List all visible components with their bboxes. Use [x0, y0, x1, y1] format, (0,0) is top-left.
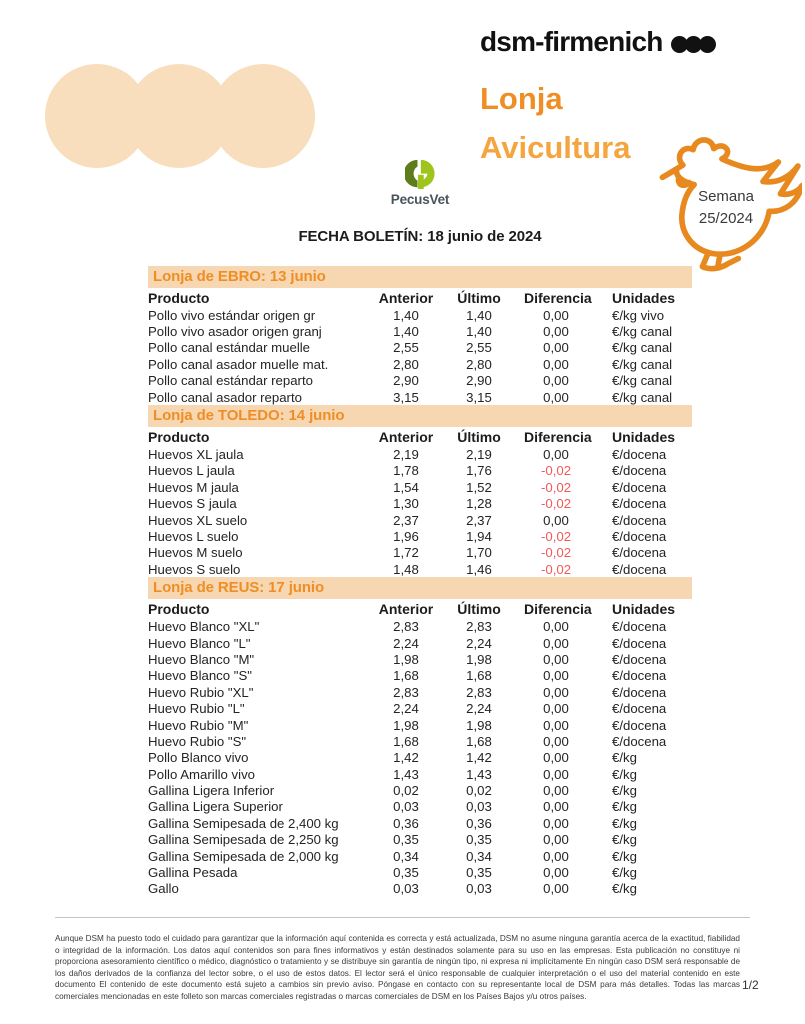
cell-anterior: 2,37	[393, 512, 419, 528]
column-header-diferencia: Diferencia	[524, 289, 592, 306]
cell-unidades: €/kg	[612, 848, 637, 864]
lonja-section-title: Lonja de TOLEDO: 14 junio	[148, 405, 692, 427]
table-row	[148, 307, 692, 323]
table-row	[148, 389, 692, 405]
cell-product: Huevo Blanco "L"	[148, 635, 251, 651]
cell-ultimo: 1,76	[466, 463, 492, 479]
cell-unidades: €/docena	[612, 496, 667, 512]
cell-anterior: 0,03	[393, 799, 419, 815]
cell-ultimo: 2,24	[466, 635, 492, 651]
table-row	[148, 864, 692, 880]
cell-ultimo: 3,15	[466, 389, 492, 405]
cell-product: Huevos S suelo	[148, 561, 241, 577]
table-row	[148, 651, 692, 667]
cell-diferencia: 0,00	[543, 783, 569, 799]
cell-diferencia: 0,00	[543, 865, 569, 881]
table-row	[148, 815, 692, 831]
cell-product: Pollo vivo asador origen granj	[148, 324, 322, 340]
table-row	[148, 717, 692, 733]
cell-unidades: €/docena	[612, 635, 667, 651]
table-row	[148, 635, 692, 651]
column-header-ultimo: Último	[457, 428, 501, 445]
cell-unidades: €/kg	[612, 865, 637, 881]
table-row	[148, 766, 692, 782]
cell-ultimo: 1,68	[466, 733, 492, 749]
cell-diferencia: 0,00	[543, 389, 569, 405]
table-row	[148, 496, 692, 512]
lonja-table-section	[148, 266, 692, 405]
column-header-diferencia: Diferencia	[524, 600, 592, 617]
cell-unidades: €/docena	[612, 619, 667, 635]
cell-diferencia: -0,02	[540, 463, 572, 479]
cell-anterior: 1,40	[393, 307, 419, 323]
cell-ultimo: 1,46	[466, 561, 492, 577]
cell-anterior: 1,54	[393, 479, 419, 495]
price-table	[148, 599, 692, 897]
cell-diferencia: 0,00	[543, 651, 569, 667]
cell-product: Huevos L jaula	[148, 463, 235, 479]
cell-diferencia: 0,00	[543, 668, 569, 684]
cell-diferencia: -0,02	[540, 545, 572, 561]
column-header-product: Producto	[148, 600, 210, 617]
table-row	[148, 668, 692, 684]
price-table	[148, 288, 692, 405]
cell-diferencia: 0,00	[543, 750, 569, 766]
cell-product: Gallina Pesada	[148, 865, 238, 881]
column-header-unidades: Unidades	[612, 289, 676, 306]
cell-product: Huevo Rubio "S"	[148, 733, 247, 749]
cell-ultimo: 2,83	[466, 684, 492, 700]
price-table	[148, 427, 692, 577]
table-row	[148, 561, 692, 577]
cell-ultimo: 0,02	[466, 783, 492, 799]
lonja-section-title: Lonja de EBRO: 13 junio	[148, 266, 692, 288]
column-header-anterior: Anterior	[378, 289, 434, 306]
column-header-unidades: Unidades	[612, 428, 676, 445]
cell-anterior: 1,48	[393, 561, 419, 577]
cell-diferencia: 0,00	[543, 684, 569, 700]
cell-product: Gallina Ligera Inferior	[148, 783, 275, 799]
cell-anterior: 1,40	[393, 324, 419, 340]
cell-product: Gallina Semipesada de 2,400 kg	[148, 815, 339, 831]
column-header-product: Producto	[148, 428, 210, 445]
cell-ultimo: 1,94	[466, 528, 492, 544]
cell-anterior: 0,36	[393, 815, 419, 831]
cell-unidades: €/docena	[612, 463, 667, 479]
cell-unidades: €/docena	[612, 733, 667, 749]
cell-product: Huevos M jaula	[148, 479, 239, 495]
cell-unidades: €/kg	[612, 783, 637, 799]
cell-product: Huevo Blanco "XL"	[148, 619, 260, 635]
bulletin-date: FECHA BOLETÍN: 18 junio de 2024	[298, 228, 542, 245]
table-row	[148, 799, 692, 815]
page-number: 1/2	[742, 978, 759, 992]
chicken-illustration	[648, 124, 802, 278]
table-row	[148, 750, 692, 766]
cell-unidades: €/kg	[612, 815, 637, 831]
cell-ultimo: 0,34	[466, 848, 492, 864]
cell-product: Huevos L suelo	[148, 528, 239, 544]
cell-diferencia: 0,00	[543, 733, 569, 749]
cell-product: Pollo canal estándar muelle	[148, 340, 311, 356]
cell-product: Huevos M suelo	[148, 545, 243, 561]
cell-ultimo: 0,03	[466, 799, 492, 815]
cell-ultimo: 2,19	[466, 447, 492, 463]
cell-product: Gallina Semipesada de 2,250 kg	[148, 832, 339, 848]
document-title	[480, 74, 630, 172]
cell-ultimo: 2,80	[466, 356, 492, 372]
cell-diferencia: 0,00	[543, 512, 569, 528]
cell-anterior: 2,19	[393, 447, 419, 463]
peach-circle-decoration	[211, 64, 315, 168]
table-row	[148, 733, 692, 749]
column-header-unidades: Unidades	[612, 600, 676, 617]
cell-unidades: €/kg canal	[612, 356, 673, 372]
cell-diferencia: -0,02	[540, 496, 572, 512]
cell-diferencia: 0,00	[543, 832, 569, 848]
cell-anterior: 1,68	[393, 668, 419, 684]
cell-diferencia: 0,00	[543, 635, 569, 651]
cell-unidades: €/docena	[612, 447, 667, 463]
table-row	[148, 782, 692, 798]
cell-ultimo: 1,68	[466, 668, 492, 684]
cell-unidades: €/kg vivo	[612, 307, 665, 323]
cell-ultimo: 0,36	[466, 815, 492, 831]
week-badge-label: Semana	[698, 188, 754, 205]
cell-ultimo: 2,83	[466, 619, 492, 635]
lonja-section-title: Lonja de REUS: 17 junio	[148, 577, 692, 599]
cell-ultimo: 1,28	[466, 496, 492, 512]
cell-product: Huevo Rubio "M"	[148, 717, 249, 733]
cell-anterior: 1,30	[393, 496, 419, 512]
cell-unidades: €/docena	[612, 717, 667, 733]
cell-anterior: 2,83	[393, 619, 419, 635]
table-row	[148, 512, 692, 528]
cell-product: Huevo Rubio "XL"	[148, 684, 254, 700]
table-row	[148, 700, 692, 716]
cell-ultimo: 1,98	[466, 717, 492, 733]
cell-diferencia: -0,02	[540, 561, 572, 577]
cell-product: Huevos XL suelo	[148, 512, 248, 528]
cell-unidades: €/kg	[612, 832, 637, 848]
cell-diferencia: 0,00	[543, 447, 569, 463]
footer-divider	[55, 917, 750, 918]
cell-product: Pollo Amarillo vivo	[148, 766, 256, 782]
title-line-2: Avicultura	[480, 130, 631, 165]
table-header-row	[148, 288, 692, 307]
lonja-table-section	[148, 577, 692, 897]
cell-unidades: €/kg canal	[612, 389, 673, 405]
cell-product: Huevos S jaula	[148, 496, 237, 512]
cell-diferencia: 0,00	[543, 307, 569, 323]
cell-diferencia: 0,00	[543, 356, 569, 372]
cell-product: Gallina Semipesada de 2,000 kg	[148, 848, 339, 864]
brand-name: dsm-firmenich	[480, 26, 663, 57]
cell-product: Pollo canal asador muelle mat.	[148, 356, 329, 372]
cell-unidades: €/kg canal	[612, 324, 673, 340]
cell-anterior: 2,90	[393, 373, 419, 389]
cell-product: Pollo canal asador reparto	[148, 389, 302, 405]
cell-ultimo: 0,35	[466, 865, 492, 881]
pecusvet-label: PecusVet	[390, 192, 450, 207]
cell-product: Gallina Ligera Superior	[148, 799, 283, 815]
legal-disclaimer: Aunque DSM ha puesto todo el cuidado para garantizar que la información aquí contenida es correcta y está actualizada, DSM no asume ninguna garantía acerca de la exactitud, fiabilidad o integridad de la información. Los datos aquí contenidos son para fines informativos y están destinados solamente para su uso en las empresas. Esta publicación no constituye ni proporciona asesoramiento científico o médico, diagnóstico o tratamiento y se distribuye sin garantía de ningún tipo, ni expresa ni implícitamente En ningún caso DSM será responsable de los daños derivados de la confianza del lector sobre, o el uso de estos datos. El lector será el único responsable de cualquier interpretación o el uso del material contenido en este documento El contenido de este documento está sujeto a cambios sin previo aviso. Póngase en contacto con su representante local de DSM para más detalles. Todas las marcas comerciales mencionadas en este folleto son marcas comerciales registradas o marcas comerciales de DSM en los Países Bajos y/u otros países.	[55, 934, 740, 1001]
week-badge	[682, 186, 770, 230]
cell-anterior: 2,24	[393, 701, 419, 717]
cell-diferencia: 0,00	[543, 717, 569, 733]
column-header-ultimo: Último	[457, 600, 501, 617]
cell-anterior: 1,42	[393, 750, 419, 766]
cell-anterior: 0,35	[393, 865, 419, 881]
cell-unidades: €/docena	[612, 512, 667, 528]
cell-ultimo: 1,43	[466, 766, 492, 782]
cell-product: Huevo Rubio "L"	[148, 701, 245, 717]
cell-ultimo: 2,37	[466, 512, 492, 528]
cell-anterior: 0,34	[393, 848, 419, 864]
table-row	[148, 848, 692, 864]
cell-ultimo: 2,55	[466, 340, 492, 356]
cell-ultimo: 2,90	[466, 373, 492, 389]
cell-anterior: 1,98	[393, 651, 419, 667]
cell-unidades: €/docena	[612, 528, 667, 544]
cell-anterior: 0,35	[393, 832, 419, 848]
cell-diferencia: 0,00	[543, 881, 569, 897]
cell-ultimo: 0,03	[466, 881, 492, 897]
cell-diferencia: 0,00	[543, 799, 569, 815]
table-row	[148, 323, 692, 339]
cell-anterior: 1,43	[393, 766, 419, 782]
cell-unidades: €/docena	[612, 545, 667, 561]
column-header-diferencia: Diferencia	[524, 428, 592, 445]
cell-product: Pollo vivo estándar origen gr	[148, 307, 316, 323]
cell-diferencia: 0,00	[543, 701, 569, 717]
column-header-anterior: Anterior	[378, 600, 434, 617]
cell-diferencia: 0,00	[543, 373, 569, 389]
cell-product: Pollo canal estándar reparto	[148, 373, 313, 389]
cell-diferencia: -0,02	[540, 479, 572, 495]
lonja-table-section	[148, 405, 692, 577]
title-line-1: Lonja	[480, 81, 563, 116]
cell-anterior: 2,83	[393, 684, 419, 700]
week-badge-value: 25/2024	[698, 210, 754, 227]
cell-product: Huevo Blanco "M"	[148, 651, 255, 667]
cell-ultimo: 1,70	[466, 545, 492, 561]
column-header-ultimo: Último	[457, 289, 501, 306]
cell-diferencia: 0,00	[543, 340, 569, 356]
cell-diferencia: 0,00	[543, 324, 569, 340]
cell-anterior: 0,02	[393, 783, 419, 799]
cell-anterior: 3,15	[393, 389, 419, 405]
table-row	[148, 463, 692, 479]
cell-product: Pollo Blanco vivo	[148, 750, 249, 766]
cell-unidades: €/kg	[612, 881, 637, 897]
table-row	[148, 684, 692, 700]
table-row	[148, 446, 692, 462]
column-header-anterior: Anterior	[378, 428, 434, 445]
table-header-row	[148, 599, 692, 618]
cell-unidades: €/kg canal	[612, 373, 673, 389]
table-row	[148, 881, 692, 897]
cell-ultimo: 1,42	[466, 750, 492, 766]
cell-unidades: €/docena	[612, 668, 667, 684]
three-dots-icon	[671, 36, 716, 53]
cell-ultimo: 1,52	[466, 479, 492, 495]
table-row	[148, 340, 692, 356]
cell-anterior: 1,98	[393, 717, 419, 733]
table-row	[148, 373, 692, 389]
cell-ultimo: 2,24	[466, 701, 492, 717]
cell-anterior: 2,55	[393, 340, 419, 356]
cell-unidades: €/kg canal	[612, 340, 673, 356]
brand-logo	[480, 26, 716, 58]
cell-unidades: €/kg	[612, 766, 637, 782]
cell-product: Huevo Blanco "S"	[148, 668, 252, 684]
cell-ultimo: 1,40	[466, 324, 492, 340]
cell-unidades: €/docena	[612, 701, 667, 717]
tables	[148, 266, 692, 897]
cell-anterior: 1,72	[393, 545, 419, 561]
cell-unidades: €/docena	[612, 684, 667, 700]
cell-unidades: €/docena	[612, 479, 667, 495]
table-row	[148, 545, 692, 561]
cell-ultimo: 1,98	[466, 651, 492, 667]
cell-diferencia: 0,00	[543, 848, 569, 864]
table-row	[148, 618, 692, 634]
cell-anterior: 1,96	[393, 528, 419, 544]
table-row	[148, 832, 692, 848]
cell-diferencia: 0,00	[543, 619, 569, 635]
table-row	[148, 479, 692, 495]
cell-unidades: €/kg	[612, 799, 637, 815]
cell-ultimo: 0,35	[466, 832, 492, 848]
table-row	[148, 528, 692, 544]
column-header-product: Producto	[148, 289, 210, 306]
cell-anterior: 2,24	[393, 635, 419, 651]
cell-unidades: €/docena	[612, 651, 667, 667]
cell-anterior: 2,80	[393, 356, 419, 372]
cell-product: Huevos XL jaula	[148, 447, 244, 463]
cell-ultimo: 1,40	[466, 307, 492, 323]
cell-anterior: 1,78	[393, 463, 419, 479]
table-header-row	[148, 427, 692, 446]
cell-diferencia: 0,00	[543, 766, 569, 782]
cell-anterior: 0,03	[393, 881, 419, 897]
cell-unidades: €/docena	[612, 561, 667, 577]
pecusvet-logo	[368, 158, 472, 207]
table-row	[148, 356, 692, 372]
cell-unidades: €/kg	[612, 750, 637, 766]
cell-anterior: 1,68	[393, 733, 419, 749]
cell-diferencia: -0,02	[540, 528, 572, 544]
pecusvet-icon	[405, 158, 435, 190]
cell-diferencia: 0,00	[543, 815, 569, 831]
cell-product: Gallo	[148, 881, 179, 897]
